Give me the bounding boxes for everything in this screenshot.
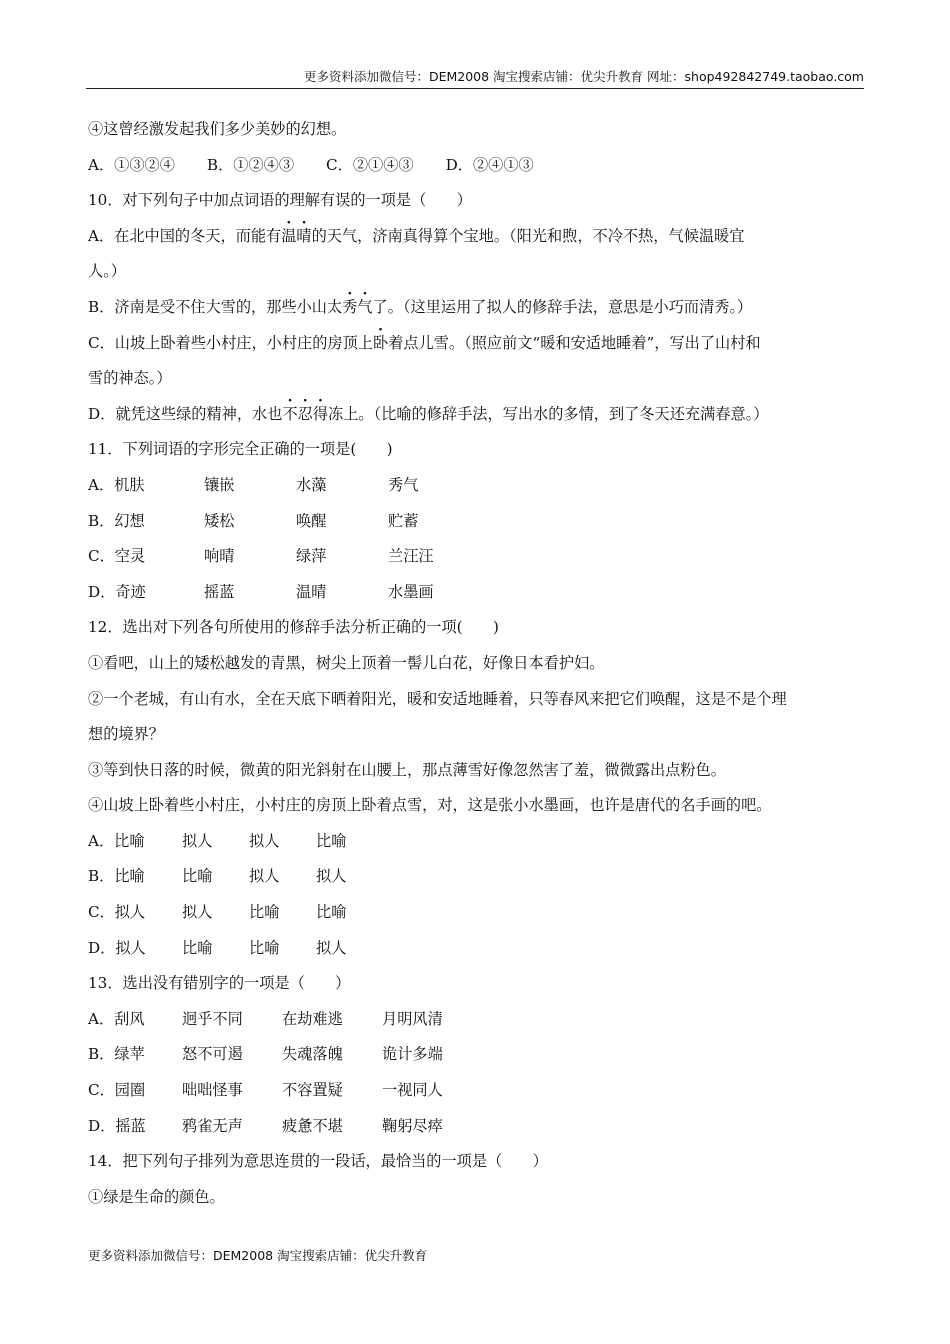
q13-option-b: B．绿苹 怒不可遏 失魂落魄 诡计多端 [88,1045,443,1064]
q11-option-a: A．机肤 镶嵌 水藻 秀气 [88,475,419,494]
dotted-char: 秀 [342,297,358,316]
q12-option-a: A．比喻 拟人 拟人 比喻 [88,831,347,850]
q9-options [88,148,858,184]
q12-sentence-4: ④山坡上卧着些小村庄，小村庄的房顶上卧着点雪，对，这是张小水墨画，也许是唐代的名手画的吧。 [88,796,772,815]
q10-stem: 10．对下列句子中加点词语的理解有误的一项是（ ） [88,191,472,210]
q12-option-c: C．拟人 拟人 比喻 比喻 [88,903,347,922]
q14-sentence-1: ①绿是生命的颜色。 [88,1187,225,1206]
dotted-char: 不 [282,404,298,423]
dotted-char: 得 [312,404,328,423]
q10-option-d: D．就凭这些绿的精神，水也不忍得冻上。（比喻的修辞手法，写出水的多情，到了冬天还充满春意。） [88,404,769,423]
q9-item4: ④这曾经激发起我们多少美妙的幻想。 [88,120,347,138]
dotted-char: 气 [357,297,373,316]
q13-option-d: D．摇蓝 鸦雀无声 疲惫不堪 鞠躬尽瘁 [88,1116,443,1135]
q12-sentence-1: ①看吧，山上的矮松越发的青黑，树尖上顶着一髻儿白花，好像日本看护妇。 [88,653,605,672]
q12-stem: 12．选出对下列各句所使用的修辞手法分析正确的一项( ) [88,618,499,637]
q13-option-a: A．刮风 迥乎不同 在劫难逃 月明风清 [88,1009,443,1028]
q9-option-c: C．②①④③ [326,155,414,174]
page-header: 更多资料添加微信号：DEM2008 淘宝搜索店铺：优尖升教育 网址：shop492842749.taobao.com [86,66,864,89]
q9-option-a: A．①③②④ [88,155,175,174]
q10-option-a-cont: 人。） [88,262,126,281]
q12-option-b: B．比喻 比喻 拟人 拟人 [88,867,347,886]
q12-sentence-2-cont: 想的境界？ [88,725,164,744]
dotted-char: 温 [281,226,297,245]
q12-sentence-3: ③等到快日落的时候，微黄的阳光斜射在山腰上，那点薄雪好像忽然害了羞，微微露出点粉色。 [88,760,726,779]
q9-option-d: D．②④①③ [445,155,534,174]
document-body [88,112,858,1215]
q13-stem: 13．选出没有错别字的一项是（ ） [88,974,351,993]
q9-option-b: B．①②④③ [206,155,295,174]
q12-sentence-2: ②一个老城，有山有水，全在天底下晒着阳光，暖和安适地睡着，只等春风来把它们唤醒，这是不是个理 [88,689,787,708]
q10-option-b: B．济南是受不住大雪的，那些小山太秀气了。（这里运用了拟人的修辞手法，意思是小巧而清秀。） [88,297,753,316]
q11-option-b: B．幻想 矮松 唤醒 贮蓄 [88,511,419,530]
q10-option-c-cont: 雪的神态。） [88,369,172,388]
q11-option-c: C．空灵 响晴 绿萍 兰汪汪 [88,547,434,566]
page-footer: 更多资料添加微信号：DEM2008 淘宝搜索店铺：优尖升教育 [88,1248,428,1263]
q10-option-c: C．山坡上卧着些小村庄，小村庄的房顶上卧着点儿雪。（照应前文“暖和安适地睡着”，写出了山村和 [88,333,761,352]
q13-option-c: C．园圈 咄咄怪事 不容置疑 一视同人 [88,1081,443,1100]
q11-stem: 11．下列词语的字形完全正确的一项是( ) [88,440,393,459]
dotted-char: 卧 [373,333,389,352]
dotted-char: 忍 [297,404,313,423]
q12-option-d: D．拟人 比喻 比喻 拟人 [88,938,347,957]
dotted-char: 晴 [296,226,312,245]
q14-stem: 14．把下列句子排列为意思连贯的一段话，最恰当的一项是（ ） [88,1152,548,1171]
q10-option-a: A．在北中国的冬天，而能有温晴的天气，济南真得算个宝地。（阳光和煦，不冷不热，气候温暖宜 [88,226,745,245]
q11-option-d: D．奇迹 摇蓝 温晴 水墨画 [88,582,434,601]
